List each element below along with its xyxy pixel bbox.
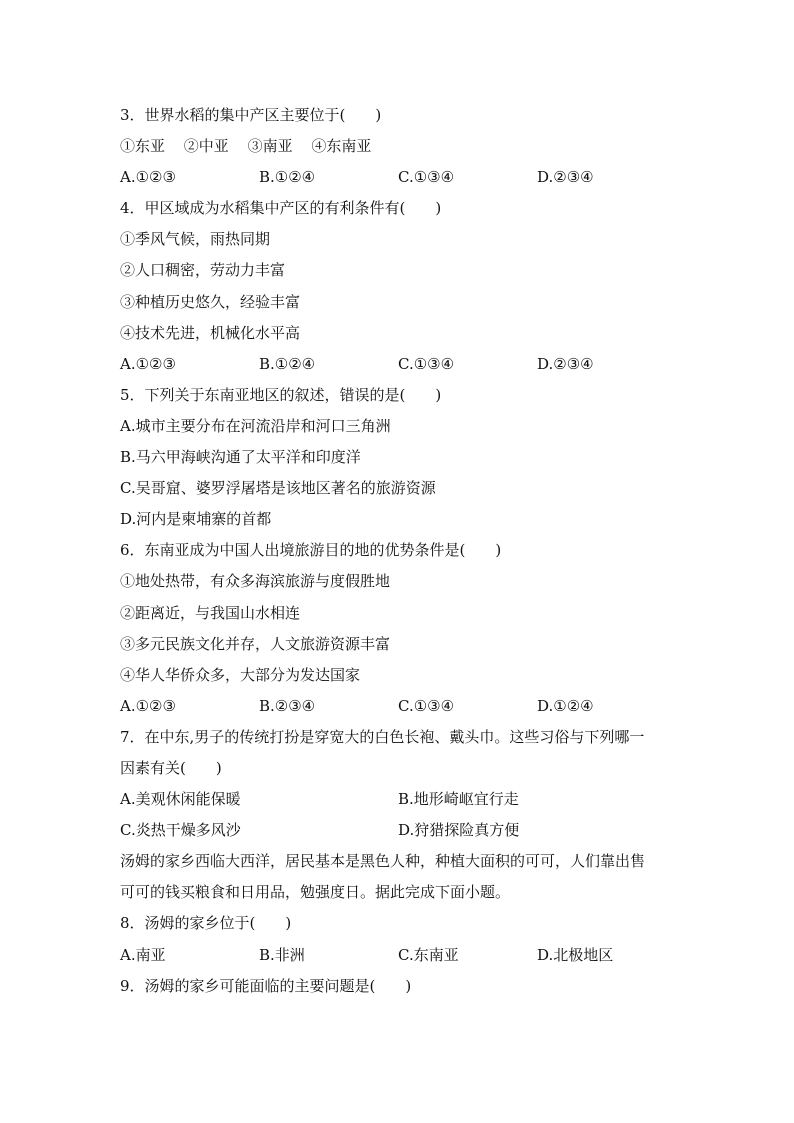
question-6-item-3: ③多元民族文化并存，人文旅游资源丰富: [120, 634, 391, 653]
question-9-stem: 9．汤姆的家乡可能面临的主要问题是( ): [120, 976, 412, 995]
question-8-option-d: D.北极地区: [537, 945, 614, 964]
question-5-option-b: B.马六甲海峡沟通了太平洋和印度洋: [120, 448, 361, 467]
question-6-item-2: ②距离近，与我国山水相连: [120, 603, 301, 622]
question-6-options: [120, 691, 680, 722]
question-3-item-4: ④东南亚: [311, 137, 372, 156]
question-7-option-a: A.美观休闲能保暖: [120, 790, 241, 809]
question-6-stem: 6．东南亚成为中国人出境旅游目的地的优势条件是( ): [120, 541, 502, 560]
question-5-option-d: D.河内是柬埔寨的首都: [120, 510, 272, 529]
question-content: [120, 100, 680, 1002]
question-7-options-row-2: [120, 815, 680, 846]
question-7-option-b: B.地形崎岖宜行走: [398, 790, 519, 809]
question-4-option-d: D.②③④: [537, 354, 594, 373]
question-5-option-a: A.城市主要分布在河流沿岸和河口三角洲: [120, 416, 391, 435]
question-7-stem-line-2: 因素有关( ): [120, 758, 222, 777]
question-7-option-d: D.狩猎探险真方便: [398, 821, 520, 840]
question-8-option-b: B.非洲: [259, 945, 305, 964]
question-3-options: [120, 162, 680, 193]
question-4-item-1: ①季风气候，雨热同期: [120, 230, 271, 249]
question-7-options-row-1: [120, 784, 680, 815]
question-4-option-c: C.①③④: [398, 354, 455, 373]
question-3-option-c: C.①③④: [398, 168, 455, 187]
question-3-item-2: ②中亚: [183, 137, 229, 156]
question-4-option-a: A.①②③: [120, 354, 176, 373]
question-4-item-3: ③种植历史悠久，经验丰富: [120, 292, 301, 311]
question-6-item-1: ①地处热带，有众多海滨旅游与度假胜地: [120, 572, 391, 591]
question-4-item-4: ④技术先进，机械化水平高: [120, 323, 301, 342]
question-8-stem: 8．汤姆的家乡位于( ): [120, 914, 292, 933]
question-8-options: [120, 940, 680, 971]
question-6-option-d: D.①②④: [537, 696, 594, 715]
question-4-option-b: B.①②④: [259, 354, 316, 373]
passage-line-1: 汤姆的家乡西临大西洋，居民基本是黑色人种，种植大面积的可可，人们靠出售: [120, 852, 646, 871]
question-4-stem: 4．甲区域成为水稻集中产区的有利条件有( ): [120, 199, 442, 218]
question-8-option-a: A.南亚: [120, 945, 166, 964]
question-6-item-4: ④华人华侨众多，大部分为发达国家: [120, 665, 361, 684]
question-7-stem-line-1: 7．在中东,男子的传统打扮是穿宽大的白色长袍、戴头巾。这些习俗与下列哪一: [120, 727, 645, 746]
question-5-option-c: C.吴哥窟、婆罗浮屠塔是该地区著名的旅游资源: [120, 479, 436, 498]
question-3-option-d: D.②③④: [537, 168, 594, 187]
question-6-option-b: B.②③④: [259, 696, 316, 715]
question-7-option-c: C.炎热干燥多风沙: [120, 821, 241, 840]
question-6-option-c: C.①③④: [398, 696, 455, 715]
question-3-items: [120, 131, 680, 162]
passage-line-2: 可可的钱买粮食和日用品，勉强度日。据此完成下面小题。: [120, 883, 511, 902]
question-3-option-a: A.①②③: [120, 168, 176, 187]
question-6-option-a: A.①②③: [120, 696, 176, 715]
question-3-stem: 3．世界水稻的集中产区主要位于( ): [120, 106, 382, 124]
question-4-options: [120, 349, 680, 380]
question-3-item-1: ①东亚: [120, 137, 166, 156]
question-3-item-3: ③南亚: [247, 137, 293, 156]
question-8-option-c: C.东南亚: [398, 945, 459, 964]
question-5-stem: 5．下列关于东南亚地区的叙述，错误的是( ): [120, 385, 442, 404]
question-4-item-2: ②人口稠密，劳动力丰富: [120, 261, 286, 280]
question-3-option-b: B.①②④: [259, 168, 316, 187]
